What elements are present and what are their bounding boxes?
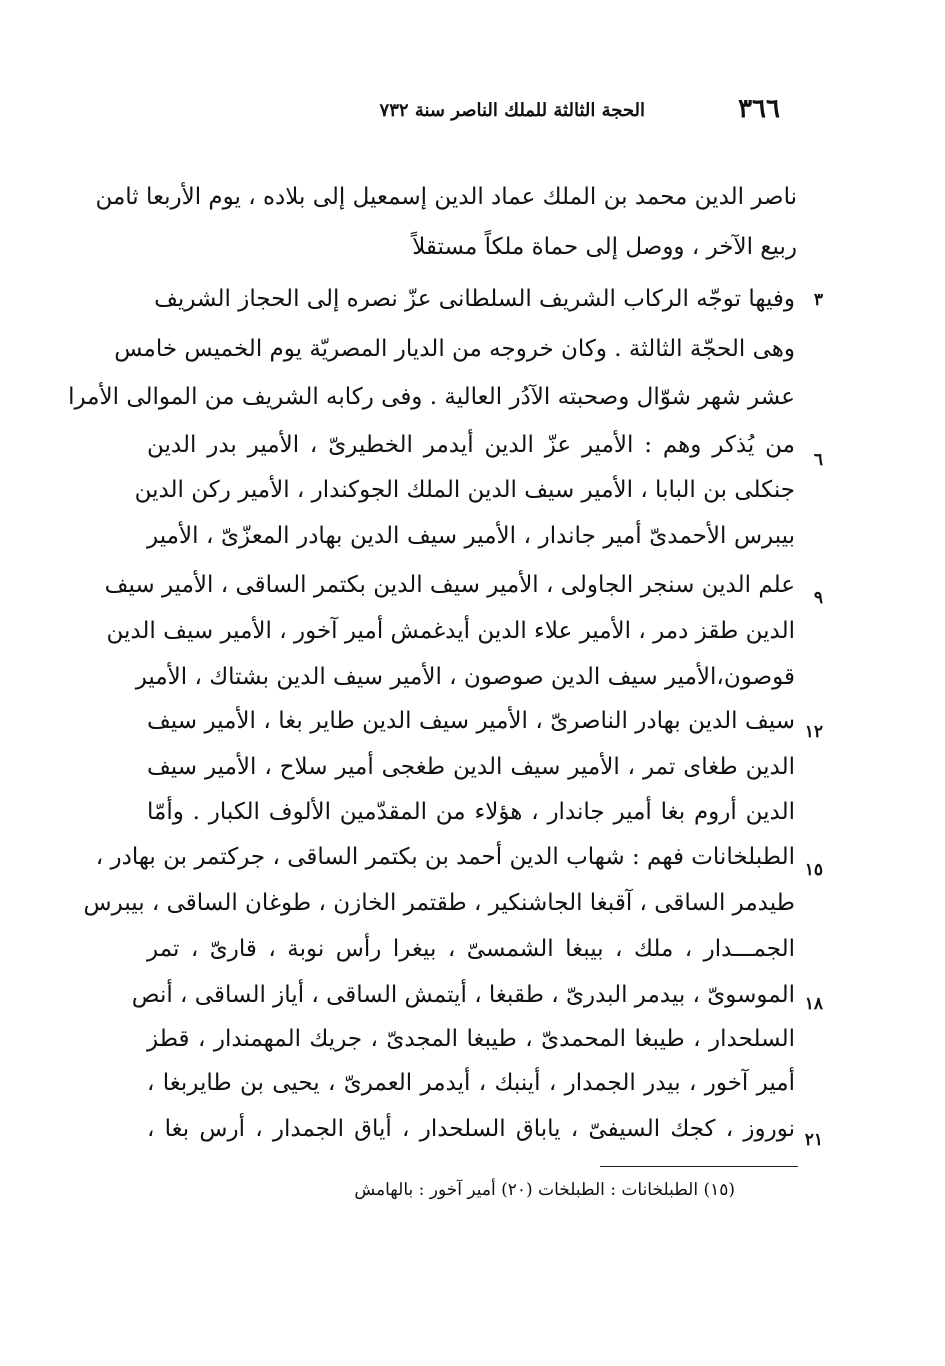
- line-number: ٦: [813, 450, 823, 470]
- line-number: ١٨: [804, 994, 823, 1014]
- text-line: وهى الحجّة الثالثة . وكان خروجه من الديار المصريّة يوم الخميس خامس: [114, 336, 795, 362]
- text-line: أمير آخور ، بيدر الجمدار ، أينبك ، أيدمر العمرىّ ، يحيى بن طايربغا ،: [147, 1070, 795, 1096]
- text-line: الدين طغاى تمر ، الأمير سيف الدين طغجى أمير سلاح ، الأمير سيف: [147, 754, 795, 780]
- text-line: ناصر الدين محمد بن الملك عماد الدين إسمعيل إلى بلاده ، يوم الأربعا ثامن: [95, 184, 797, 210]
- text-line: الجمـــدار ، ملك ، بيبغا الشمسىّ ، بيغرا رأس نوبة ، قارىّ ، تمر: [147, 936, 795, 962]
- line-number: ٢١: [804, 1130, 823, 1150]
- text-line: ربيع الآخر ، ووصل إلى حماة ملكاً مستقلاً: [412, 234, 797, 260]
- text-line: نوروز ، كجك السيفىّ ، ياباق السلحدار ، أياق الجمدار ، أرس بغا ،: [147, 1116, 795, 1142]
- line-number: ٩: [813, 588, 823, 608]
- footnote-divider: [600, 1166, 798, 1167]
- text-line: قوصون،الأمير سيف الدين صوصون ، الأمير سيف الدين بشتاك ، الأمير: [135, 664, 795, 690]
- line-number: ٣: [813, 290, 823, 310]
- text-line: الطبلخانات فهم : شهاب الدين أحمد بن بكتمر الساقى ، جركتمر بن بهادر ،: [95, 844, 795, 870]
- text-line: الدين أروم بغا أمير جاندار ، هؤلاء من المقدّمين الألوف الكبار . وأمّا: [147, 799, 795, 825]
- text-line: طيدمر الساقى ، آقبغا الجاشنكير ، طقتمر الخازن ، طوغان الساقى ، بيبرس: [83, 890, 795, 916]
- text-line: الدين طقز دمر ، الأمير علاء الدين أيدغمش أمير آخور ، الأمير سيف الدين: [106, 618, 795, 644]
- text-line: وفيها توجّه الركاب الشريف السلطانى عزّ نصره إلى الحجاز الشريف: [154, 286, 795, 312]
- text-line: من يُذكر وهم : الأمير عزّ الدين أيدمر الخطيرىّ ، الأمير بدر الدين: [147, 432, 795, 458]
- text-line: سيف الدين بهادر الناصرىّ ، الأمير سيف الدين طاير بغا ، الأمير سيف: [147, 708, 795, 734]
- page-header: [330, 94, 780, 128]
- text-line: بيبرس الأحمدىّ أمير جاندار ، الأمير سيف الدين بهادر المعزّىّ ، الأمير: [147, 523, 795, 549]
- text-line: جنكلى بن البابا ، الأمير سيف الدين الملك الجوكندار ، الأمير ركن الدين: [134, 477, 795, 503]
- text-line: عشر شهر شوّال وصحبته الآدُر العالية . وفى ركابه الشريف من الموالى الأمرا: [68, 384, 795, 410]
- text-line: علم الدين سنجر الجاولى ، الأمير سيف الدين بكتمر الساقى ، الأمير سيف: [104, 572, 795, 598]
- line-number: ١٢: [804, 722, 823, 742]
- footnote: (١٥) الطبلخانات : الطبلخات (٢٠) أمير آخور : بالهامش: [354, 1180, 735, 1200]
- text-line: الموسوىّ ، بيدمر البدرىّ ، طقبغا ، أيتمش الساقى ، أياز الساقى ، أنص: [131, 982, 795, 1008]
- text-line: السلحدار ، طيبغا المحمدىّ ، طيبغا المجدىّ ، جريك المهمندار ، قطز: [147, 1026, 795, 1052]
- line-number: ١٥: [804, 860, 823, 880]
- page-number: ٣٦٦: [738, 94, 780, 124]
- running-title: الحجة الثالثة للملك الناصر سنة ٧٣٢: [379, 100, 645, 121]
